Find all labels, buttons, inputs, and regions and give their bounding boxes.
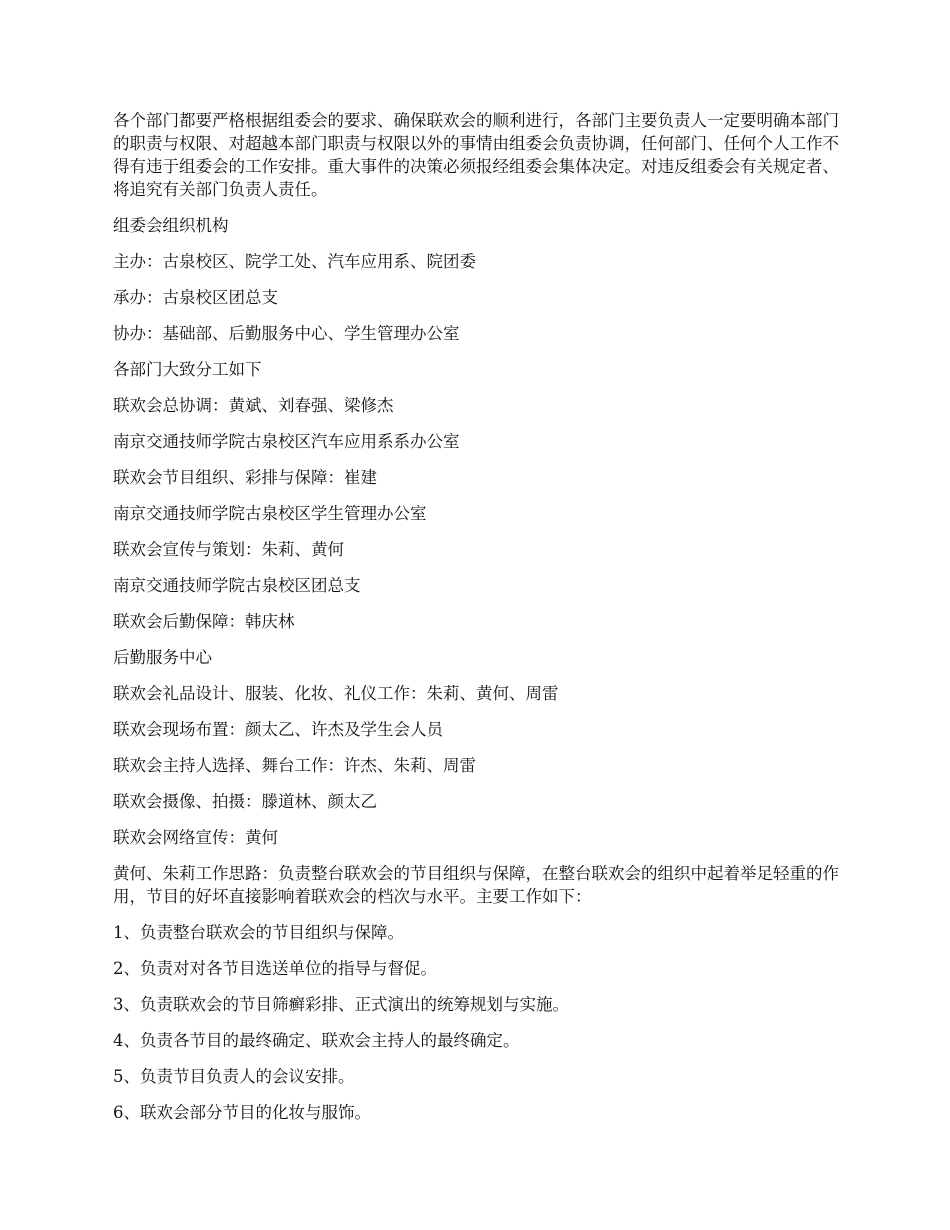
list-item: 2、负责对对各节目选送单位的指导与督促。	[113, 959, 437, 978]
photography-line: 联欢会摄像、拍摄：滕道林、颜太乙	[113, 792, 377, 811]
program-organization-line: 联欢会节目组织、彩排与保障：崔建	[113, 468, 377, 487]
department-line: 后勤服务中心	[113, 648, 212, 667]
department-line: 南京交通技师学院古泉校区团总支	[113, 576, 361, 595]
venue-setup-line: 联欢会现场布置：颜太乙、许杰及学生会人员	[113, 720, 443, 739]
section-heading-organization: 组委会组织机构	[113, 216, 229, 235]
list-item: 3、负责联欢会的节目筛癣彩排、正式演出的统筹规划与实施。	[113, 995, 569, 1014]
list-item: 6、联欢会部分节目的化妆与服饰。	[113, 1103, 371, 1122]
list-item: 4、负责各节目的最终确定、联欢会主持人的最终确定。	[113, 1031, 520, 1050]
list-item: 5、负责节目负责人的会议安排。	[113, 1067, 355, 1086]
document-page	[113, 109, 843, 1137]
work-approach-paragraph: 黄何、朱莉工作思路：负责整台联欢会的节目组织与保障，在整台联欢会的组织中起着举足轻重的作用，节目的好坏直接影响着联欢会的档次与水平。主要工作如下：	[113, 864, 839, 906]
publicity-planning-line: 联欢会宣传与策划：朱莉、黄何	[113, 540, 344, 559]
intro-paragraph: 各个部门都要严格根据组委会的要求、确保联欢会的顺利进行，各部门主要负责人一定要明确本部门的职责与权限、对超越本部门职责与权限以外的事情由组委会负责协调，任何部门、任何个人工作不得有违于组委会的工作安排。重大事件的决策必须报经组委会集体决定。对违反组委会有关规定者、将追究有关部门负责人责任。	[113, 111, 839, 199]
department-line: 南京交通技师学院古泉校区学生管理办公室	[113, 504, 427, 523]
host-stage-line: 联欢会主持人选择、舞台工作：许杰、朱莉、周雷	[113, 756, 476, 775]
section-heading-division: 各部门大致分工如下	[113, 360, 262, 379]
organizer-line: 主办：古泉校区、院学工处、汽车应用系、院团委	[113, 252, 476, 271]
general-coordination-line: 联欢会总协调：黄斌、刘春强、梁修杰	[113, 396, 394, 415]
department-line: 南京交通技师学院古泉校区汽车应用系系办公室	[113, 432, 460, 451]
logistics-line: 联欢会后勤保障：韩庆林	[113, 612, 295, 631]
undertaker-line: 承办：古泉校区团总支	[113, 288, 278, 307]
list-item: 1、负责整台联欢会的节目组织与保障。	[113, 923, 404, 942]
gift-costume-line: 联欢会礼品设计、服装、化妆、礼仪工作：朱莉、黄何、周雷	[113, 684, 559, 703]
online-publicity-line: 联欢会网络宣传：黄何	[113, 828, 278, 847]
co-organizer-line: 协办：基础部、后勤服务中心、学生管理办公室	[113, 324, 460, 343]
